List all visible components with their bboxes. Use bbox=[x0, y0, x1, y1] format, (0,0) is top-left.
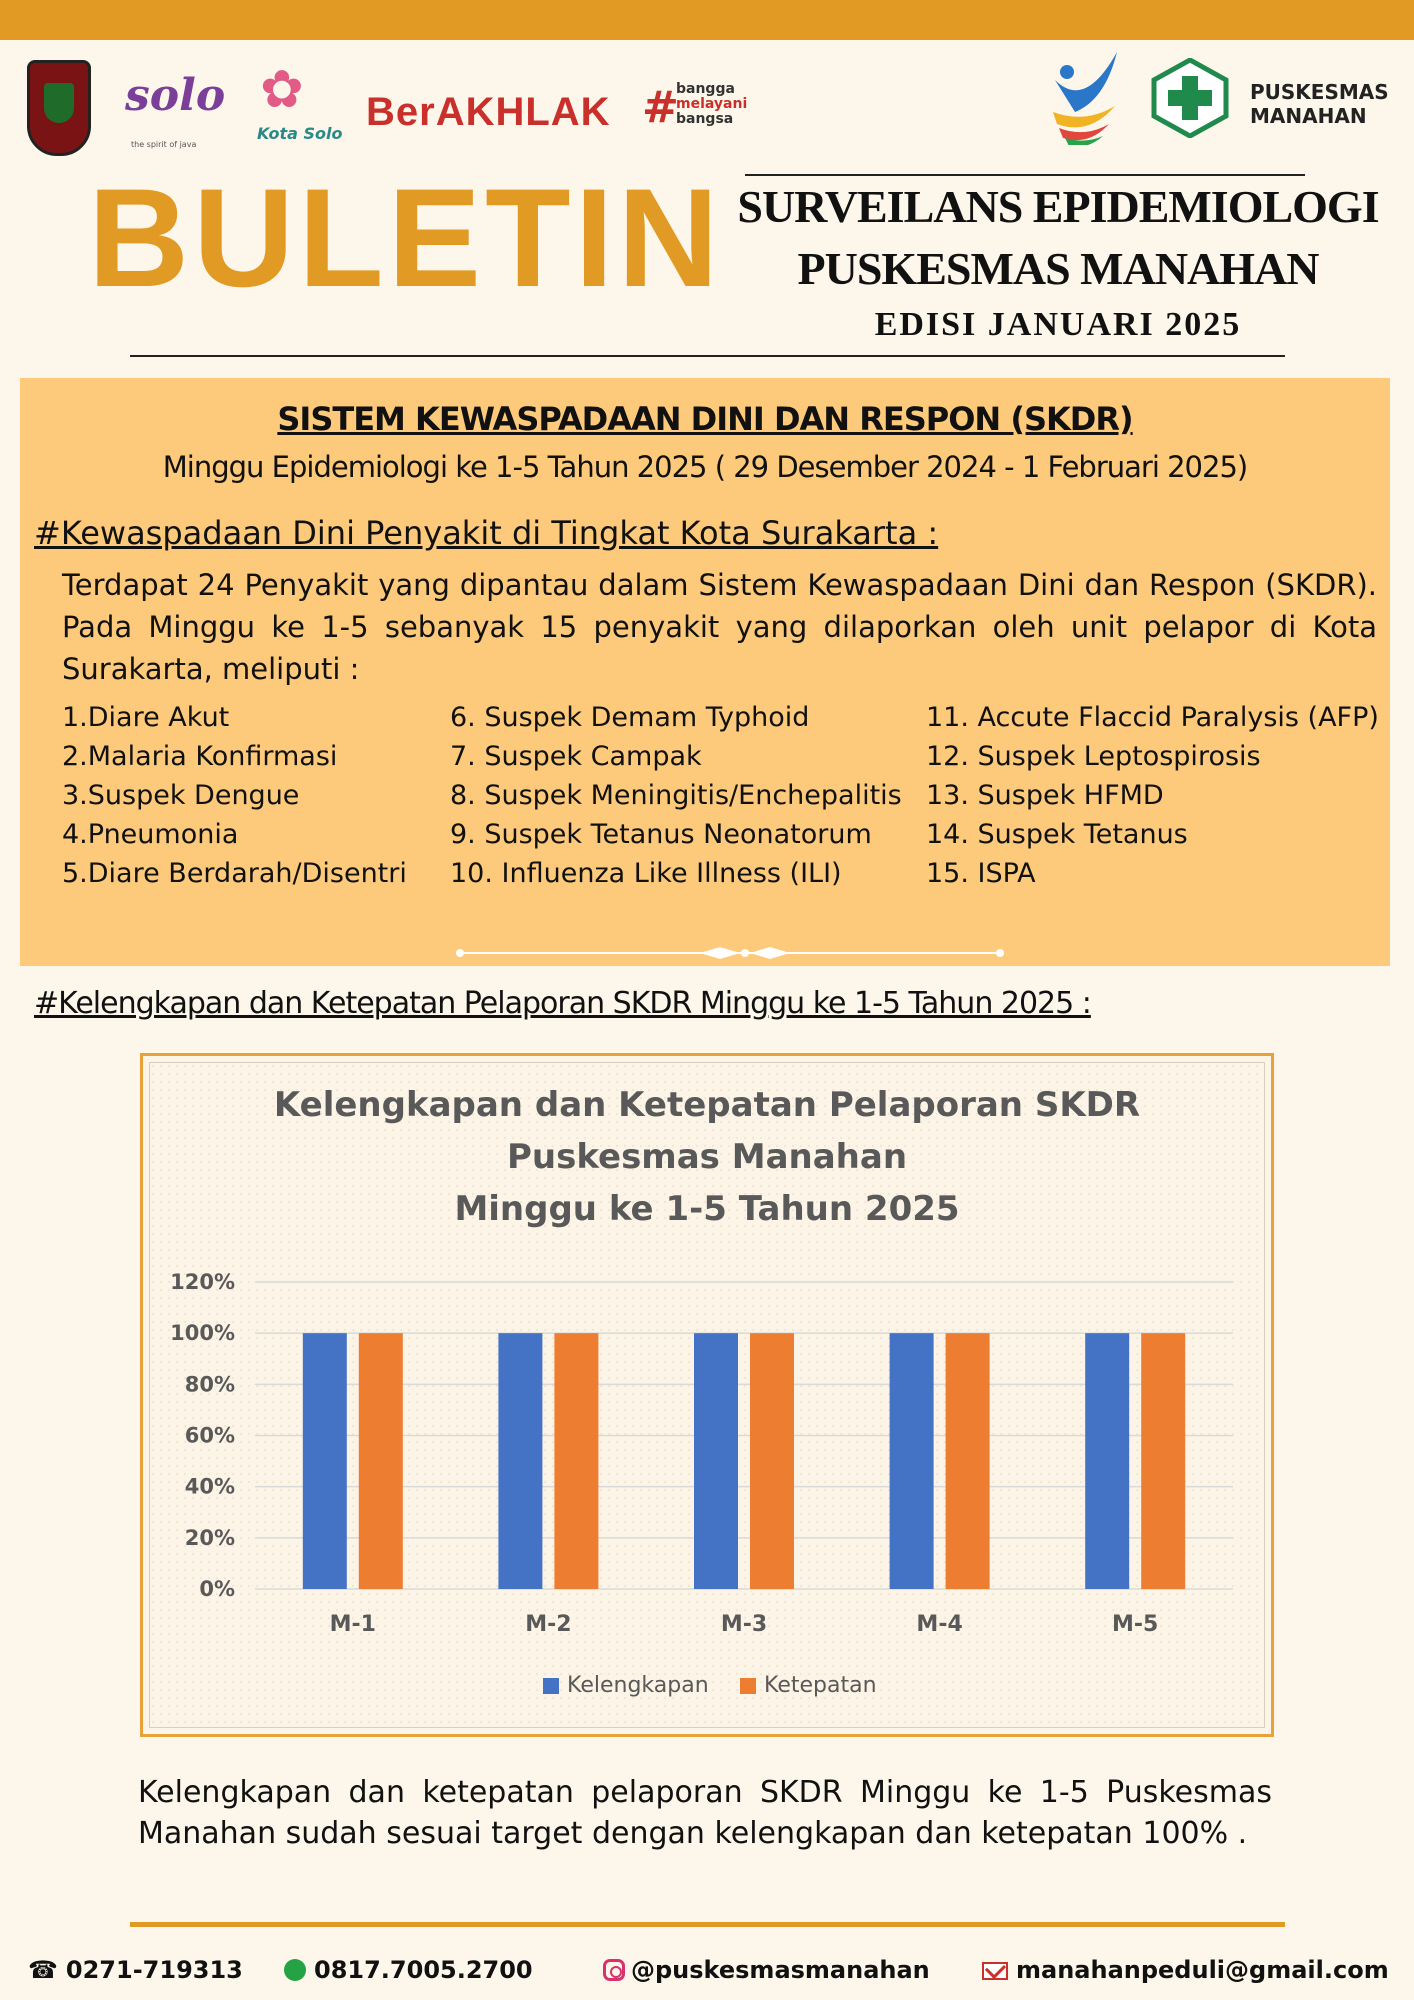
disease-item: 14. Suspek Tetanus bbox=[926, 819, 1188, 850]
legend-label: Ketepatan bbox=[764, 1673, 877, 1698]
disease-item: 13. Suspek HFMD bbox=[926, 780, 1164, 811]
disease-item: 4.Pneumonia bbox=[62, 819, 239, 850]
kota-solo-mark-icon: ✿ bbox=[260, 60, 304, 120]
x-tick-label: M-3 bbox=[720, 1612, 768, 1637]
disease-item: 8. Suspek Meningitis/Enchepalitis bbox=[450, 780, 902, 811]
bar-ketepatan bbox=[946, 1333, 990, 1589]
bar-kelengkapan bbox=[890, 1333, 934, 1589]
bar-ketepatan bbox=[554, 1333, 598, 1589]
solo-logo-text: solo bbox=[125, 70, 226, 121]
skdr-body: Terdapat 24 Penyakit yang dipantau dalam Sistem Kewaspadaan Dini dan Respon (SKDR). Pada Minggu ke 1-5 sebanyak 15 penyakit yang dilaporkan oleh unit pelapor di Kota Surakarta, meliputi : bbox=[62, 568, 1377, 686]
disease-list-col-2 bbox=[450, 698, 902, 893]
kota-solo-text: Kota Solo bbox=[257, 124, 343, 143]
instagram-handle: @puskesmasmanahan bbox=[631, 1956, 930, 1984]
x-tick-label: M-5 bbox=[1112, 1612, 1159, 1637]
disease-item: 2.Malaria Konfirmasi bbox=[62, 741, 338, 772]
skdr-title: SISTEM KEWASPADAAN DINI DAN RESPON (SKDR) bbox=[277, 400, 1133, 438]
puskesmas-cross-logo bbox=[1150, 58, 1230, 138]
top-accent-bar bbox=[0, 0, 1414, 40]
bmb-hash-logo: # bbox=[642, 82, 679, 133]
puskesmas-logo-line-2: MANAHAN bbox=[1250, 104, 1367, 128]
disease-list-col-3 bbox=[926, 698, 1379, 893]
logo-strip bbox=[0, 50, 1414, 160]
berakhlak-logo: BerAKHLAK bbox=[366, 90, 611, 134]
email-address: manahanpeduli@gmail.com bbox=[1016, 1956, 1389, 1984]
x-tick-label: M-2 bbox=[525, 1612, 572, 1637]
disease-item: 3.Suspek Dengue bbox=[62, 780, 300, 811]
summary-text: Kelengkapan dan ketepatan pelaporan SKDR Minggu ke 1-5 Puskesmas Manahan sudah sesuai target dengan kelengkapan dan ketepatan 100% . bbox=[138, 1775, 1272, 1851]
y-tick-label: 120% bbox=[170, 1270, 235, 1294]
solo-logo bbox=[125, 50, 226, 150]
phone-number: 0271-719313 bbox=[65, 1956, 243, 1984]
y-tick-label: 0% bbox=[199, 1577, 235, 1601]
contact-whatsapp bbox=[284, 1956, 533, 1984]
phone-icon: ☎ bbox=[28, 1956, 58, 1984]
chart-title-line: Puskesmas Manahan bbox=[506, 1137, 908, 1177]
footer-rule bbox=[130, 1922, 1285, 1927]
y-tick-label: 40% bbox=[184, 1474, 235, 1499]
disease-list-col-1 bbox=[62, 698, 407, 893]
contact-phone bbox=[28, 1956, 243, 1984]
skdr-heading: #Kewaspadaan Dini Penyakit di Tingkat Kota Surakarta : bbox=[34, 514, 939, 552]
skdr-panel bbox=[20, 378, 1390, 966]
bangga-melayani-bangsa-logo bbox=[676, 82, 747, 127]
chart-title-line: Kelengkapan dan Ketepatan Pelaporan SKDR bbox=[273, 1085, 1141, 1125]
whatsapp-number: 0817.7005.2700 bbox=[314, 1956, 533, 1984]
solo-logo-tagline: the spirit of java bbox=[131, 140, 197, 149]
disease-item: 10. Influenza Like Illness (ILI) bbox=[450, 858, 842, 889]
edition-label: EDISI JANUARI 2025 bbox=[874, 306, 1242, 343]
kota-solo-logo bbox=[255, 50, 345, 150]
puskesmas-manahan-logo-text bbox=[1250, 80, 1389, 128]
email-icon bbox=[982, 1962, 1008, 1980]
disease-item: 6. Suspek Demam Typhoid bbox=[450, 702, 810, 733]
disease-item: 15. ISPA bbox=[926, 858, 1036, 889]
y-tick-label: 100% bbox=[170, 1321, 235, 1346]
disease-item: 11. Accute Flaccid Paralysis (AFP) bbox=[926, 702, 1379, 733]
header-title-line-2: PUSKESMAS MANAHAN bbox=[797, 243, 1319, 294]
bar-ketepatan bbox=[359, 1333, 403, 1589]
header-rule-bottom bbox=[130, 355, 1285, 357]
bar-ketepatan bbox=[1141, 1333, 1185, 1589]
y-tick-label: 60% bbox=[184, 1423, 235, 1448]
bar-kelengkapan bbox=[1085, 1333, 1129, 1589]
bar-ketepatan bbox=[750, 1333, 794, 1589]
bar-kelengkapan bbox=[303, 1333, 347, 1589]
health-bird-logo bbox=[1045, 50, 1125, 145]
header-title-line-1: SURVEILANS EPIDEMIOLOGI bbox=[737, 181, 1379, 232]
puskesmas-logo-line-1: PUSKESMAS bbox=[1250, 80, 1389, 104]
legend-swatch bbox=[543, 1678, 559, 1694]
bmb-line-1: bangga bbox=[676, 81, 735, 97]
disease-item: 9. Suspek Tetanus Neonatorum bbox=[450, 819, 872, 850]
bar-kelengkapan bbox=[498, 1333, 542, 1589]
reporting-heading: #Kelengkapan dan Ketepatan Pelaporan SKDR Minggu ke 1-5 Tahun 2025 : bbox=[34, 986, 1091, 1021]
x-tick-label: M-1 bbox=[329, 1612, 376, 1637]
legend-swatch bbox=[740, 1678, 756, 1694]
bar-kelengkapan bbox=[694, 1333, 738, 1589]
buletin-title: BULETIN bbox=[88, 159, 723, 316]
y-tick-label: 80% bbox=[184, 1372, 235, 1397]
y-tick-label: 20% bbox=[184, 1525, 235, 1550]
legend-label: Kelengkapan bbox=[567, 1673, 709, 1698]
chart-canvas bbox=[143, 1056, 1271, 1734]
disease-item: 5.Diare Berdarah/Disentri bbox=[62, 858, 407, 889]
contact-instagram bbox=[603, 1956, 930, 1984]
skdr-subtitle: Minggu Epidemiologi ke 1-5 Tahun 2025 ( 29 Desember 2024 - 1 Februari 2025) bbox=[162, 450, 1248, 484]
reporting-chart bbox=[140, 1053, 1274, 1737]
disease-item: 12. Suspek Leptospirosis bbox=[926, 741, 1261, 772]
disease-item: 1.Diare Akut bbox=[62, 702, 230, 733]
bmb-line-2: melayani bbox=[676, 96, 748, 112]
chart-title-line: Minggu ke 1-5 Tahun 2025 bbox=[454, 1189, 960, 1229]
whatsapp-icon bbox=[284, 1959, 306, 1981]
surakarta-crest-logo bbox=[27, 60, 91, 156]
contact-email bbox=[982, 1956, 1389, 1984]
instagram-icon bbox=[603, 1959, 625, 1981]
x-tick-label: M-4 bbox=[916, 1612, 963, 1637]
ornament-divider bbox=[450, 946, 1010, 960]
header-rule-top bbox=[745, 174, 1305, 176]
disease-item: 7. Suspek Campak bbox=[450, 741, 702, 772]
bmb-line-3: bangsa bbox=[676, 111, 734, 127]
